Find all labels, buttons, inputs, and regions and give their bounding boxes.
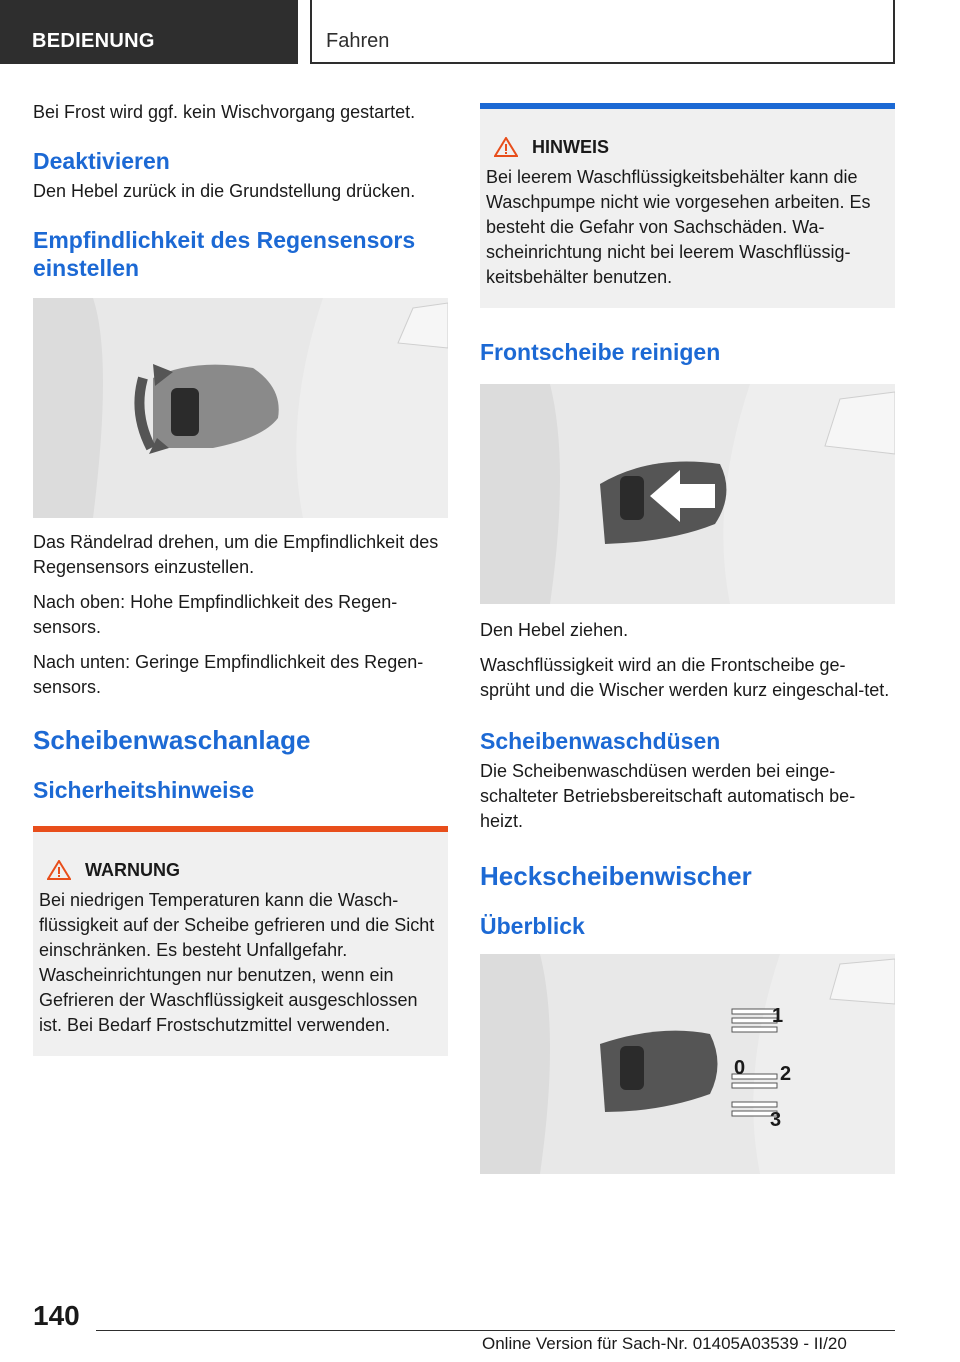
section-tab (0, 0, 298, 64)
front-wash-lever-photo (480, 384, 895, 604)
front-text-1: Den Hebel ziehen. (480, 620, 629, 640)
section-title: BEDIENUNG (32, 30, 155, 52)
deactivate-heading: Deaktivieren (33, 148, 170, 174)
rear-wiper-lever-photo (480, 954, 895, 1174)
footer-version: Online Version für Sach-Nr. 01405A03539 - II/20 (482, 1334, 847, 1353)
chapter-tab (310, 0, 895, 64)
sensitivity-text-1: Das Rändelrad drehen, um die Empfindlichkeit des Regensensors einzustellen. (33, 532, 439, 577)
right-column (480, 103, 895, 1174)
sensitivity-text-2: Nach oben: Hohe Empfindlichkeit des Regen-sensors. (33, 592, 398, 637)
rear-label-1: 1 (772, 1005, 784, 1027)
nozzle-text: Die Scheibenwaschdüsen werden bei einge-schalteter Betriebsbereitschaft automatisch be-heizt. (480, 761, 856, 831)
notice-text: Bei leerem Waschflüssigkeitsbehälter kann die Waschpumpe nicht wie vorgesehen arbeiten. Es besteht die Gefahr von Sachschäden. Wa-scheinrichtung nicht bei leerem Waschflüssig-keitsbehälter benutzen. (486, 167, 871, 287)
safety-heading: Sicherheitshinweise (33, 777, 255, 803)
warning-label: WARNUNG (85, 860, 180, 880)
sensitivity-text-3: Nach unten: Geringe Empfindlichkeit des Regen-sensors. (33, 652, 424, 697)
sensitivity-heading: Empfindlichkeit des Regensensors einstellen (33, 227, 416, 281)
deactivate-text: Den Hebel zurück in die Grundstellung drücken. (33, 181, 416, 201)
nozzle-heading: Scheibenwaschdüsen (480, 728, 721, 754)
rear-label-0: 0 (734, 1057, 746, 1079)
warning-triangle-icon (47, 860, 71, 880)
page-number: 140 (33, 1300, 80, 1331)
overview-heading: Überblick (480, 913, 585, 939)
notice-box (480, 103, 895, 308)
chapter-title: Fahren (326, 30, 390, 52)
frost-text: Bei Frost wird ggf. kein Wischvorgang gestartet. (33, 102, 416, 122)
washer-heading: Scheibenwaschanlage (33, 725, 311, 755)
footer-divider (96, 1330, 895, 1331)
warning-title (39, 858, 438, 882)
warning-text: Bei niedrigen Temperaturen kann die Wasch-flüssigkeit auf der Scheibe gefrieren und die Sicht einschränken. Es besteht Unfallgefahr. Wascheinrichtungen nur benutzen, wenn ein Gefrieren der Waschflüssigkeit ausgeschlossen ist. Bei Bedarf Frostschutzmittel verwenden. (39, 890, 435, 1035)
left-column (33, 100, 448, 1056)
front-text-2: Waschflüssigkeit wird an die Frontscheibe ge-sprüht und die Wischer werden kurz eingeschal-tet. (480, 655, 890, 700)
notice-label: HINWEIS (532, 137, 610, 157)
front-clean-heading: Frontscheibe reinigen (480, 339, 721, 365)
rear-label-3: 3 (770, 1109, 782, 1131)
rear-label-2: 2 (780, 1063, 792, 1085)
notice-title (486, 135, 885, 159)
rear-wiper-heading: Heckscheibenwischer (480, 861, 752, 891)
notice-triangle-icon (494, 137, 518, 157)
rain-sensor-lever-photo (33, 298, 448, 518)
warning-box (33, 826, 448, 1056)
